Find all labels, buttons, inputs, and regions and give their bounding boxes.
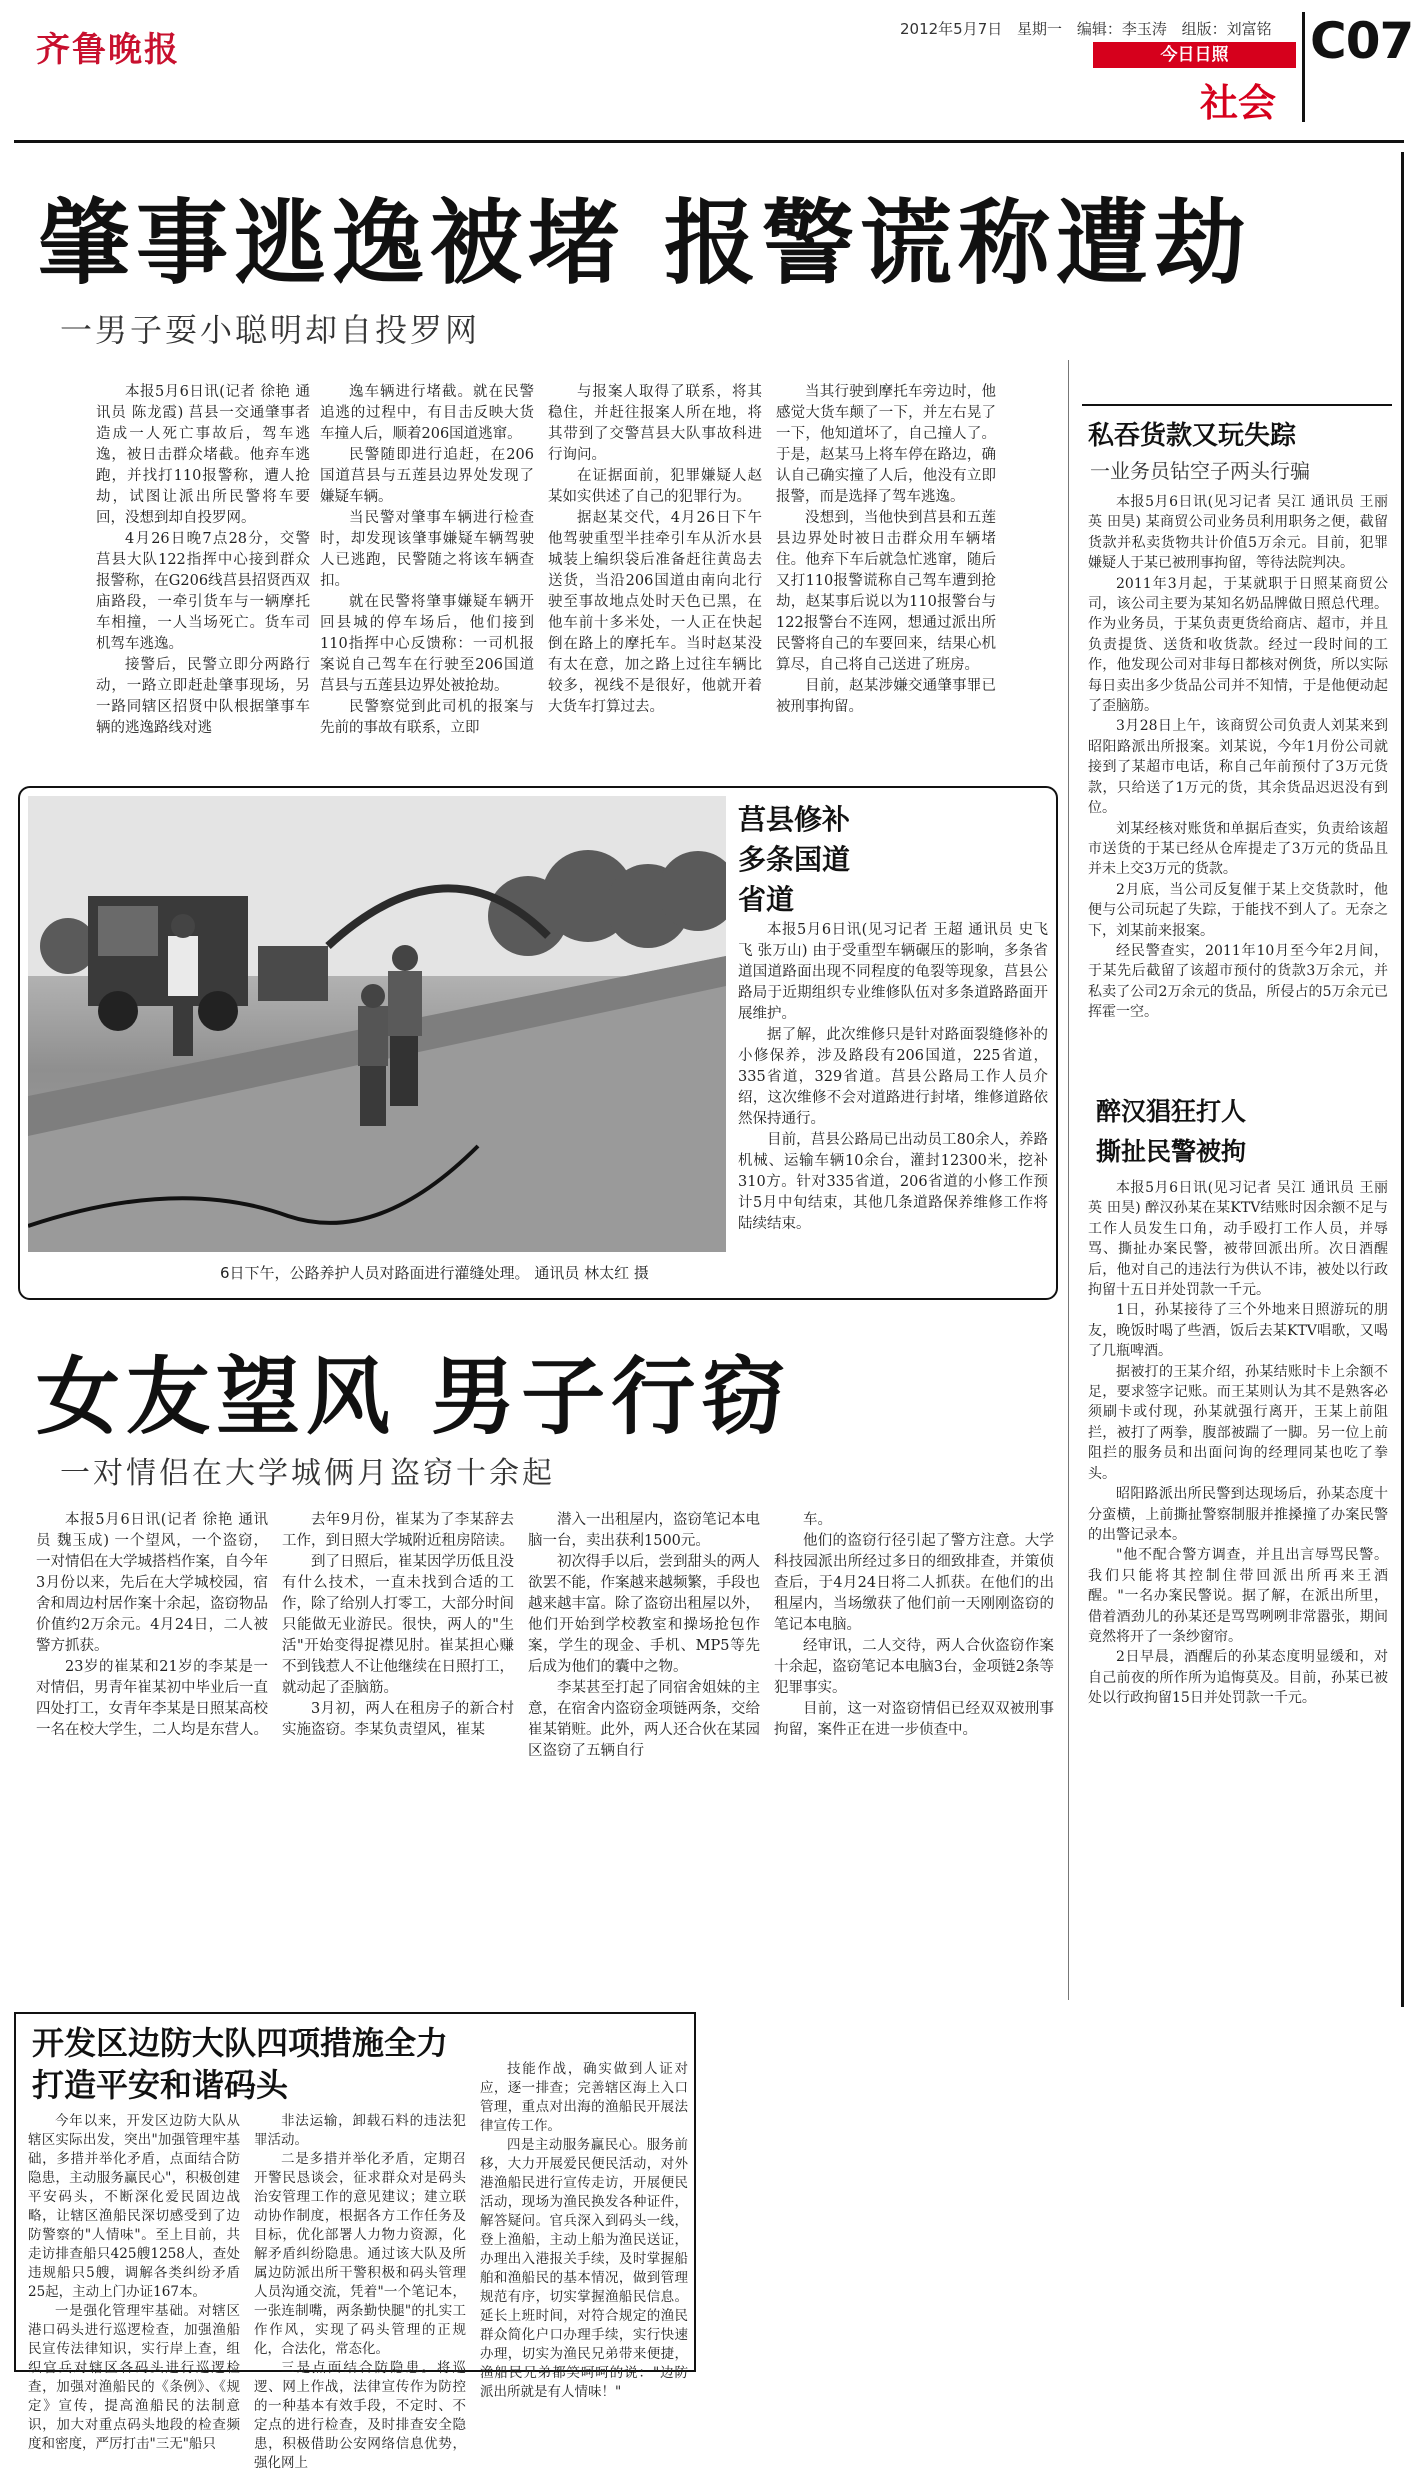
- story2-c4-p2: 他们的盗窃行径引起了警方注意。大学科技园派出所经过多日的细致排查，并策侦查后，于4月24日将二人抓获。在他们的出租屋内，当场缴获了他们前一天刚刚盗窃的笔记本电脑。: [774, 1533, 1054, 1633]
- story2-col-4: [774, 1510, 1054, 1741]
- side1-body: [1088, 492, 1388, 1023]
- story2-c1-p1: 本报5月6日讯(记者 徐艳 通讯员 魏玉成) 一个望风，一个盗窃，一对情侣在大学城搭档作案，自今年3月份以来，先后在大学城校园，宿舍和周边村居作案十余起，盗窃物品价值约2万余元。4月24日，二人被警方抓获。: [36, 1512, 268, 1654]
- side2-headline: 醉汉猖狂打人撕扯民警被拘: [1096, 1097, 1247, 1166]
- story1-c3-p1: 与报案人取得了联系，将其稳住，并赶往报案人所在地，将其带到了交警莒县大队事故科进行询问。: [548, 384, 762, 463]
- side1-headline: 私吞货款又玩失踪: [1088, 421, 1297, 451]
- side2-p6: 2日早晨，酒醒后的孙某态度明显缓和，对自己前夜的所作所为追悔莫及。目前，孙某已被处以行政拘留15日并处罚款一千元。: [1088, 1649, 1388, 1707]
- story1-c2-p5: 民警察觉到此司机的报案与先前的事故有联系，立即: [320, 699, 534, 736]
- photo-story-body: [738, 920, 1048, 1235]
- story1-c4-p2: 没想到，当他快到莒县和五莲县边界处时被日击群众用车辆堵住。他弃下车后就急忙逃窜，随后又打110报警谎称自己驾车遭到抢劫，赵某事后说以为110报警台与122报警台不连网，想通过派出所民警将自己的车要回来，结果心机算尽，自己将自己送进了班房。: [776, 510, 996, 673]
- story1-c1-p2: 4月26日晚7点28分，交警莒县大队122指挥中心接到群众报警称，在G206线莒县招贤西双庙路段，一牵引货车与一辆摩托车相撞，一人当场死亡。货车司机驾车逃逸。: [96, 531, 310, 652]
- story1-c2-p1: 逸车辆进行堵截。就在民警追逃的过程中，有目击反映大货车撞人后，顺着206国道逃窜。: [320, 384, 534, 442]
- story1-c1-p1: 本报5月6日讯(记者 徐艳 通讯员 陈龙霞) 莒县一交通肇事者造成一人死亡事故后，驾车逃逸，被日击群众堵截。他弃车逃跑，并找打110报警称，遭人抢劫，试图让派出所民警将车要回，没想到却自投罗网。: [96, 384, 310, 526]
- box-col-1: [28, 2112, 240, 2454]
- photo-illustration: [28, 796, 726, 1252]
- header-divider: [1302, 12, 1305, 122]
- side2-p1: 本报5月6日讯(见习记者 吴江 通讯员 王丽英 田昊) 醉汉孙某在某KTV结账时因余额不足与工作人员发生口角，动手殴打工作人员，并辱骂、撕扯办案民警，被带回派出所。次日酒醒后，他对自己的违法行为供认不讳，被处以行政拘留十五日并处罚款一千元。: [1088, 1180, 1388, 1299]
- side2-p3: 据被打的王某介绍，孙某结账时卡上余额不足，要求签字记账。而王某则认为其不是熟客必须刷卡或付现，孙某就强行离开，王某上前阻拦，被打了两拳，腹部被踹了一脚。另一位上前阻拦的服务员和出面问询的经理同某也吃了拳头。: [1088, 1363, 1388, 1482]
- story2-c2-p2: 到了日照后，崔某因学历低且没有什么技术，一直未找到合适的工作，除了给别人打零工，大部分时间只能做无业游民。很快，两人的"生活"开始变得捉襟见肘。崔某担心赚不到钱惹人不让他继续在日照打工，就动起了歪脑筋。: [282, 1554, 514, 1696]
- story2-c4-p3: 经审讯，二人交待，两人合伙盗窃作案十余起，盗窃笔记本电脑3台，金项链2条等犯罪事实。: [774, 1638, 1054, 1696]
- story1-col-4: [776, 382, 996, 718]
- story2-c3-p3: 李某甚至打起了同宿舍姐妹的主意，在宿舍内盗窃金项链两条，交给崔某销赃。此外，两人还合伙在某园区盗窃了五辆自行: [528, 1680, 760, 1759]
- box-c3-p1: 技能作战，确实做到人证对应，逐一排查；完善辖区海上入口管理，重点对出海的渔船民开展法律宣传工作。: [480, 2061, 688, 2134]
- photo-story-headline: 莒县修补多条国道省道: [738, 803, 851, 916]
- story1-c3-p2: 在证据面前，犯罪嫌疑人赵某如实供述了自己的犯罪行为。: [548, 468, 762, 505]
- story2-c4-p4: 目前，这一对盗窃情侣已经双双被刑事拘留，案件正在进一步侦查中。: [774, 1701, 1054, 1738]
- story1-c4-p3: 目前，赵某涉嫌交通肇事罪已被刑事拘留。: [776, 678, 996, 715]
- story2-c3-p2: 初次得手以后，尝到甜头的两人欲罢不能，作案越来越频繁，手段也越来越丰富。除了盗窃出租屋以外，他们开始到学校教室和操场抢包作案，学生的现金、手机、MP5等先后成为他们的囊中之物。: [528, 1554, 760, 1675]
- story1-col-2: [320, 382, 534, 739]
- story2-c1-p2: 23岁的崔某和21岁的李某是一对情侣，男青年崔某初中毕业后一直四处打工，女青年李某是日照某高校一名在校大学生，二人均是东营人。: [36, 1659, 268, 1738]
- story1-col-1: [96, 382, 310, 739]
- side1-p6: 经民警查实，2011年10月至今年2月间，于某先后截留了该超市预付的货款3万余元，并私卖了公司2万余元的货品，所侵占的5万余元已挥霍一空。: [1088, 942, 1388, 1021]
- header-rule: [14, 140, 1404, 143]
- box-c1-p2: 一是强化管理牢基础。对辖区港口码头进行巡逻检查，加强渔船民宣传法律知识，实行岸上查，组织官兵对辖区各码头进行巡逻检查，加强对渔船民的《条例》、《规定》宣传，提高渔船民的法制意识，加大对重点码头地段的检查频度和密度，严厉打击"三无"船只: [28, 2303, 240, 2452]
- side1-p1: 本报5月6日讯(见习记者 吴江 通讯员 王丽英 田昊) 某商贸公司业务员利用职务之便，截留货款并私卖货物共计价值5万余元。目前，犯罪嫌疑人于某已被刑事拘留，等待法院判决。: [1088, 494, 1388, 572]
- box-c3-p2: 四是主动服务赢民心。服务前移，大力开展爱民便民活动，对外港渔船民进行宣传走访，开展便民活动，现场为渔民换发各种证件，解答疑问。官兵深入到码头一线，登上渔船，主动上船为渔民送证，办理出入港报关手续，及时掌握船舶和渔船民的基本情况，做到管理规范有序，切实掌握渔船民信息。延长上班时间，对符合规定的渔民群众简化户口办理手续，实行快速办理，切实为渔民兄弟带来便捷，渔船民兄弟都笑呵呵的说："边防派出所就是有人情味！": [480, 2137, 688, 2400]
- story2-c4-p1: 车。: [803, 1512, 832, 1528]
- story2-c2-p3: 3月初，两人在租房子的新合村实施盗窃。李某负责望风，崔某: [282, 1701, 514, 1738]
- side2-p4: 昭阳路派出所民警到达现场后，孙某态度十分蛮横，上前撕扯警察制服并推搡撞了办案民警的出警记录本。: [1088, 1486, 1388, 1543]
- side1-p4: 刘某经核对账货和单据后查实，负责给该超市送货的于某已经从仓库提走了3万元的货品且并未上交3万元的货款。: [1088, 820, 1388, 878]
- story2-col-3: [528, 1510, 760, 1762]
- sidebar-divider: [1068, 360, 1069, 2000]
- story1-subhead: 一男子耍小聪明却自投罗网: [60, 311, 481, 349]
- story1-c2-p4: 就在民警将肇事嫌疑车辆开回县城的停车场后，他们接到110指挥中心反馈称：一司机报案说自己驾车在行驶至206国道莒县与五莲县边界处被抢劫。: [320, 594, 534, 694]
- box-headline: 开发区边防大队四项措施全力打造平安和谐码头: [32, 2024, 449, 2104]
- story2-col-2: [282, 1510, 514, 1741]
- story2-subhead: 一对情侣在大学城俩月盗窃十余起: [60, 1456, 555, 1491]
- story1-c1-p3: 接警后，民警立即分两路行动，一路立即赶赴肇事现场，另一路同辖区招贤中队根据肇事车辆的逃逸路线对逃: [96, 657, 310, 736]
- box-col-3: [480, 2060, 688, 2402]
- story1-headline: 肇事逃逸被堵 报警谎称遭劫: [38, 190, 1253, 297]
- side1-p3: 3月28日上午，该商贸公司负责人刘某来到昭阳路派出所报案。刘某说，今年1月份公司就接到了某超市电话，称自己年前预付了3万元货款，只给送了1万元的货，其余货品迟迟没有到位。: [1088, 718, 1388, 817]
- story1-c2-p2: 民警随即进行追赶，在206国道莒县与五莲县边界处发现了嫌疑车辆。: [320, 447, 534, 505]
- side2-p5: "他不配合警方调查，并且出言辱骂民警。我们只能将其控制住带回派出所再来王酒醒。"一名办案民警说。据了解，在派出所里，借着酒劲儿的孙某还是骂骂咧咧非常嚣张，期间竟然将开了一条纱窗帘。: [1088, 1547, 1388, 1645]
- side1-p2: 2011年3月起，于某就职于日照某商贸公司，该公司主要为某知名奶品牌做日照总代理。作为业务员，于某负责更货给商店、超市，并且负责提货、送货和收货款。经过一段时间的工作，他发现公司对非每日都核对例货，所以实际每日卖出多少货品公司并不知情，于是他便动起了歪脑筋。: [1088, 575, 1388, 715]
- page-number: C07: [1310, 12, 1414, 70]
- side2-p2: 1日，孙某接待了三个外地来日照游玩的朋友，晚饭时喝了些酒，饭后去某KTV唱歌，又喝了几瓶啤酒。: [1088, 1302, 1388, 1360]
- masthead-logo: 齐鲁晚报: [36, 30, 180, 70]
- story1-col-3: [548, 382, 762, 718]
- story1-c3-p3: 据赵某交代，4月26日下午他驾驶重型半挂牵引车从沂水县城装上编织袋后准备赶往黄岛去送货，当沿206国道由南向北行驶至事故地点处时天色已黑，在他车前十多米处，一人正在快起倒在路上的摩托车。当时赵某没有太在意，加之路上过往车辆比较多，视线不是很好，他就开着大货车打算过去。: [548, 510, 762, 715]
- side1-p5: 2月底，当公司反复催于某上交货款时，他便与公司玩起了失踪，于能找不到人了。无奈之下，刘某前来报案。: [1088, 881, 1388, 939]
- story2-col-1: [36, 1510, 268, 1741]
- editor-credit: 编辑：李玉涛: [1076, 20, 1167, 38]
- side1-subhead: 一业务员钻空子两头行骗: [1090, 459, 1310, 483]
- photo-story-p1: 本报5月6日讯(见习记者 王超 通讯员 史飞飞 张万山) 由于受重型车辆碾压的影响，多条省道国道路面出现不同程度的龟裂等现象，莒县公路局于近期组织专业维修队伍对多条道路路面开展维护。: [738, 922, 1048, 1022]
- story2-c2-p1: 去年9月份，崔某为了李某辞去工作，到日照大学城附近租房陪读。: [282, 1512, 514, 1549]
- story1-c4-p1: 当其行驶到摩托车旁边时，他感觉大货车颠了一下，并左右晃了一下，他知道坏了，自己撞人了。于是，赵某马上将车停在路边，确认自己确实撞了人后，他没有立即报警，而是选择了驾车逃逸。: [776, 384, 996, 505]
- box-c2-p3: 三是点面结合防隐患。将巡逻、网上作战，法律宣传作为防控的一种基本有效手段，不定时、不定点的进行检查，及时排查安全隐患，积极借助公安网络信息优势，强化网上: [254, 2360, 466, 2471]
- issue-weekday: 星期一: [1017, 20, 1063, 38]
- photo-story-p2: 据了解，此次维修只是针对路面裂缝修补的小修保养，涉及路段有206国道，225省道，335省道，329省道。莒县公路局工作人员介绍，这次维修不会对道路进行封堵，维修道路依然保持通行。: [738, 1027, 1048, 1127]
- story2-c3-p1: 潜入一出租屋内，盗窃笔记本电脑一台，卖出获利1500元。: [528, 1512, 760, 1549]
- issue-date: 2012年5月7日: [900, 20, 1003, 38]
- photo-story-p3: 目前，莒县公路局已出动员工80余人，养路机械、运输车辆10余台，灌封12300米，挖补310方。针对335省道，206省道的小修工作预计5月中旬结束，其他几条道路保养维修工作将陆续结束。: [738, 1132, 1048, 1232]
- story2-headline: 女友望风 男子行窃: [36, 1348, 792, 1446]
- box-c2-p1: 非法运输，卸载石料的违法犯罪活动。: [254, 2113, 466, 2148]
- section-name: 社会: [1200, 81, 1277, 125]
- side2-body: [1088, 1178, 1388, 1709]
- box-col-2: [254, 2112, 466, 2473]
- issue-meta: [900, 18, 1282, 39]
- layout-credit: 组版：刘富铭: [1181, 20, 1272, 38]
- photo-caption: 6日下午，公路养护人员对路面进行灌缝处理。 通讯员 林太红 摄: [220, 1264, 649, 1282]
- section-tag: 今日日照: [1093, 42, 1296, 68]
- box-c2-p2: 二是多措并举化矛盾，定期召开警民恳谈会，征求群众对是码头治安管理工作的意见建议；建立联动协作制度，根据各方工作任务及目标，优化部署人力物力资源，化解矛盾纠纷隐患。通过该大队及所属边防派出所干警积极和码头管理人员沟通交流，凭着"一个笔记本，一张连制嘴，两条勤快腿"的扎实工作作风，实现了码头管理的正规化，合法化，常态化。: [254, 2151, 466, 2357]
- box-c1-p1: 今年以来，开发区边防大队从辖区实际出发，突出"加强管理牢基础，多措并举化矛盾，点面结合防隐患，主动服务赢民心"，积极创建平安码头，不断深化爱民固边战略，让辖区渔船民深切感受到了边防警察的"人情味"。至上目前，共走访排查船只425艘1258人，查处违规船只5艘，调解各类纠纷矛盾25起，主动上门办证167本。: [28, 2113, 240, 2300]
- side1-rule: [1082, 404, 1392, 406]
- road-repair-photo: [28, 796, 726, 1252]
- story1-c2-p3: 当民警对肇事车辆进行检查时，却发现该肇事嫌疑车辆驾驶人已逃跑，民警随之将该车辆查扣。: [320, 510, 534, 589]
